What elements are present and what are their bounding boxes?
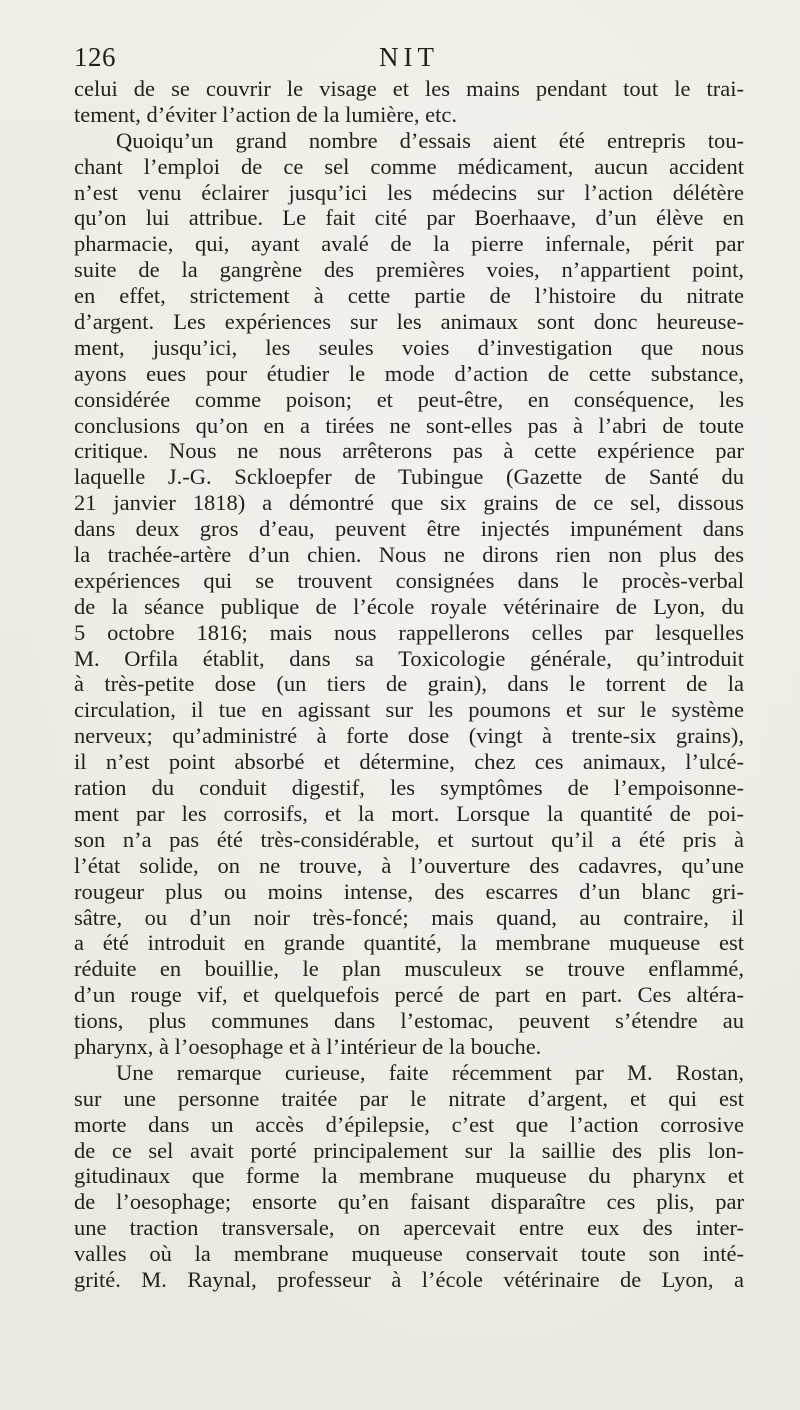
text-line: de la séance publique de l’école royale vétérinaire de Lyon, du xyxy=(74,593,744,619)
text-line: dans deux gros d’eau, peuvent être injectés impunément dans xyxy=(74,516,744,542)
running-head: NIT xyxy=(379,42,439,72)
text-line: chant l’emploi de ce sel comme médicament, aucun accident xyxy=(74,153,744,179)
text-line: 5 octobre 1816; mais nous rappellerons celles par lesquelles xyxy=(74,619,744,645)
text-line: sâtre, ou d’un noir très-foncé; mais quand, au contraire, il xyxy=(74,904,744,930)
text-line: pharmacie, qui, ayant avalé de la pierre infernale, périt par xyxy=(74,231,744,257)
text-line: d’argent. Les expériences sur les animaux sont donc heureuse- xyxy=(74,309,744,335)
text-line: une traction transversale, on apercevait entre eux des inter- xyxy=(74,1215,744,1241)
text-line: morte dans un accès d’épilepsie, c’est que l’action corrosive xyxy=(74,1111,744,1137)
text-line: réduite en bouillie, le plan musculeux se trouve enflammé, xyxy=(74,956,744,982)
text-line: Quoiqu’un grand nombre d’essais aient été entrepris tou- xyxy=(116,127,744,153)
text-line: a été introduit en grande quantité, la membrane muqueuse est xyxy=(74,930,744,956)
body-text xyxy=(74,76,744,1293)
text-line: critique. Nous ne nous arrêterons pas à cette expérience par xyxy=(74,438,744,464)
text-line: Une remarque curieuse, faite récemment par M. Rostan, xyxy=(116,1059,744,1085)
text-line: rougeur plus ou moins intense, des escarres d’un blanc gri- xyxy=(74,878,744,904)
text-line: à très-petite dose (un tiers de grain), dans le torrent de la xyxy=(74,671,744,697)
text-line: expériences qui se trouvent consignées dans le procès-verbal xyxy=(74,567,744,593)
text-line: son n’a pas été très-considérable, et surtout qu’il a été pris à xyxy=(74,826,744,852)
text-line: la trachée-artère d’un chien. Nous ne dirons rien non plus des xyxy=(74,542,744,568)
text-line: laquelle J.-G. Sckloepfer de Tubingue (Gazette de Santé du xyxy=(74,464,744,490)
text-line: de ce sel avait porté principalement sur la saillie des plis lon- xyxy=(74,1137,744,1163)
text-line: 21 janvier 1818) a démontré que six grains de ce sel, dissous xyxy=(74,490,744,516)
text-line: pharynx, à l’oesophage et à l’intérieur de la bouche. xyxy=(74,1033,542,1059)
page-header xyxy=(74,42,744,78)
text-line: tions, plus communes dans l’estomac, peuvent s’étendre au xyxy=(74,1008,744,1034)
text-line: qu’on lui attribue. Le fait cité par Boerhaave, d’un élève en xyxy=(74,205,744,231)
text-line: circulation, il tue en agissant sur les poumons et sur le système xyxy=(74,697,744,723)
text-line: suite de la gangrène des premières voies, n’appartient point, xyxy=(74,257,744,283)
text-line: en effet, strictement à cette partie de l’histoire du nitrate xyxy=(74,283,744,309)
text-line: nerveux; qu’administré à forte dose (vingt à trente-six grains), xyxy=(74,723,744,749)
text-line: l’état solide, on ne trouve, à l’ouverture des cadavres, qu’une xyxy=(74,852,744,878)
text-line: n’est venu éclairer jusqu’ici les médecins sur l’action délétère xyxy=(74,179,744,205)
text-line: ration du conduit digestif, les symptômes de l’empoisonne- xyxy=(74,775,744,801)
text-line: considérée comme poison; et peut-être, en conséquence, les xyxy=(74,386,744,412)
text-line: valles où la membrane muqueuse conservait toute son inté- xyxy=(74,1241,744,1267)
text-line: d’un rouge vif, et quelquefois percé de part en part. Ces altéra- xyxy=(74,982,744,1008)
text-line: ment par les corrosifs, et la mort. Lorsque la quantité de poi- xyxy=(74,800,744,826)
text-line: gitudinaux que forme la membrane muqueuse du pharynx et xyxy=(74,1163,744,1189)
text-line: grité. M. Raynal, professeur à l’école vétérinaire de Lyon, a xyxy=(74,1266,744,1292)
text-line: conclusions qu’on en a tirées ne sont-elles pas à l’abri de toute xyxy=(74,412,744,438)
text-line: il n’est point absorbé et détermine, chez ces animaux, l’ulcé- xyxy=(74,749,744,775)
text-line: de l’oesophage; ensorte qu’en faisant disparaître ces plis, par xyxy=(74,1189,744,1215)
text-line: M. Orfila établit, dans sa Toxicologie générale, qu’introduit xyxy=(74,645,744,671)
text-line: ayons eues pour étudier le mode d’action de cette substance, xyxy=(74,360,744,386)
text-line: celui de se couvrir le visage et les mains pendant tout le trai- xyxy=(74,76,744,101)
text-line: ment, jusqu’ici, les seules voies d’investigation que nous xyxy=(74,334,744,360)
text-line: sur une personne traitée par le nitrate d’argent, et qui est xyxy=(74,1085,744,1111)
text-line: tement, d’éviter l’action de la lumière, etc. xyxy=(74,101,457,127)
page-number: 126 xyxy=(74,42,116,72)
